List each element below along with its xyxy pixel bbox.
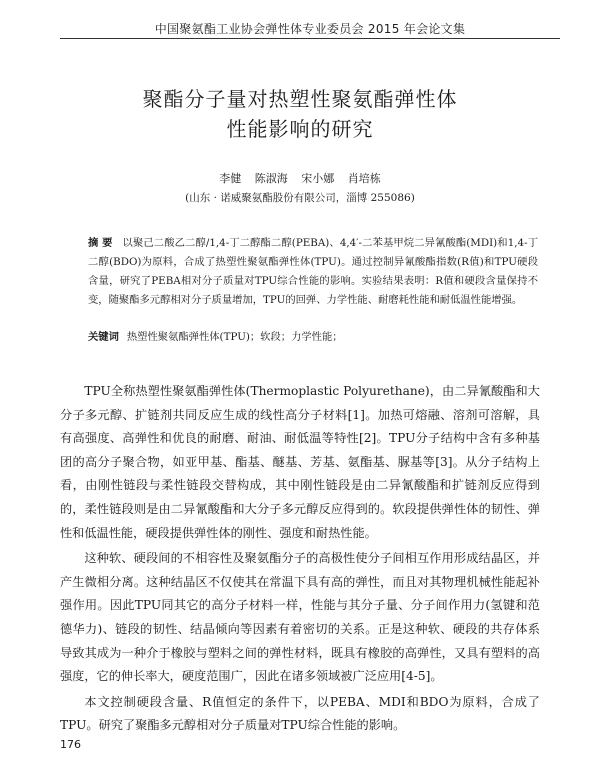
body-paragraph-3: 本文控制硬段含量、R值恒定的条件下，以PEBA、MDI和BDO为原料，合成了TPU。研究了聚酯多元醇相对分子质量对TPU综合性能的影响。 <box>60 694 540 733</box>
article-title <box>40 84 560 144</box>
page-number: 176 <box>60 738 81 751</box>
keywords <box>88 328 538 347</box>
body-paragraph-1: TPU全称热塑性聚氨酯弹性体(Thermoplastic Polyurethane)，由二异氰酸酯和大分子多元醇、扩链剂共同反应生成的线性高分子材料[1]。加热可熔融、溶剂可溶解，具有高强度、高弹性和优良的耐磨、耐油、耐低温等特性[2]。TPU分子结构中含有多种基团的高分子聚合物，如亚甲基、酯基、醚基、芳基、氨酯基、脲基等[3]。从分子结构上看，由刚性链段与柔性链段交替构成，其中刚性链段是由二异氰酸酯和扩链剂反应得到的，柔性链段则是由二异氰酸酯和大分子多元醇反应得到的。软段提供弹性体的韧性、弹性和低温性能，硬段提供弹性体的刚性、强度和耐热性能。 <box>60 384 540 540</box>
keywords-text: 热塑性聚氨酯弹性体(TPU)；软段；力学性能； <box>126 331 343 343</box>
article-title-line-2: 性能影响的研究 <box>226 117 374 141</box>
header-rule <box>60 38 560 39</box>
body-text <box>60 380 540 740</box>
running-header: 中国聚氨酯工业协会弹性体专业委员会 2015 年会论文集 <box>154 22 466 36</box>
abstract-text: 以聚己二酸乙二醇/1,4-丁二醇酯二醇(PEBA)、4,4′-二苯基甲烷二异氰酸酯(MDI)和1,4-丁二醇(BDO)为原料，合成了热塑性聚氨酯弹性体(TPU)。通过控制异氰酸酯指数(R值)和TPU硬段含量，研究了PEBA相对分子质量对TPU综合性能的影响。实验结果表明：R值和硬段含量保持不变，随聚酯多元醇相对分子质量增加，TPU的回弹、力学性能、耐磨耗性能和耐低温性能增强。 <box>88 237 538 306</box>
abstract-label: 摘 要 <box>88 237 113 249</box>
keywords-label: 关键词 <box>88 331 119 343</box>
authors: 李健 陈淑海 宋小娜 肖培栋 <box>219 172 381 185</box>
body-paragraph-2: 这种软、硬段间的不相容性及聚氨酯分子的高极性使分子间相互作用形成结晶区，并产生微相分离。这种结晶区不仅使其在常温下具有高的弹性，而且对其物理机械性能起补强作用。因此TPU同其它的高分子材料一样，性能与其分子量、分子间作用力(氢键和范德华力)、链段的韧性、结晶倾向等因素有着密切的关系。正是这种软、硬段的共存体系导致其成为一种介于橡胶与塑料之间的弹性材料，既具有橡胶的高弹性，又具有塑料的高强度，它的伸长率大，硬度范围广，因此在诸多领域被广泛应用[4-5]。 <box>60 551 540 684</box>
article-title-line-1: 聚酯分子量对热塑性聚氨酯弹性体 <box>142 87 458 111</box>
abstract <box>88 234 538 310</box>
affiliation: (山东 · 诺威聚氨酯股份有限公司，淄博 255086) <box>185 192 415 204</box>
